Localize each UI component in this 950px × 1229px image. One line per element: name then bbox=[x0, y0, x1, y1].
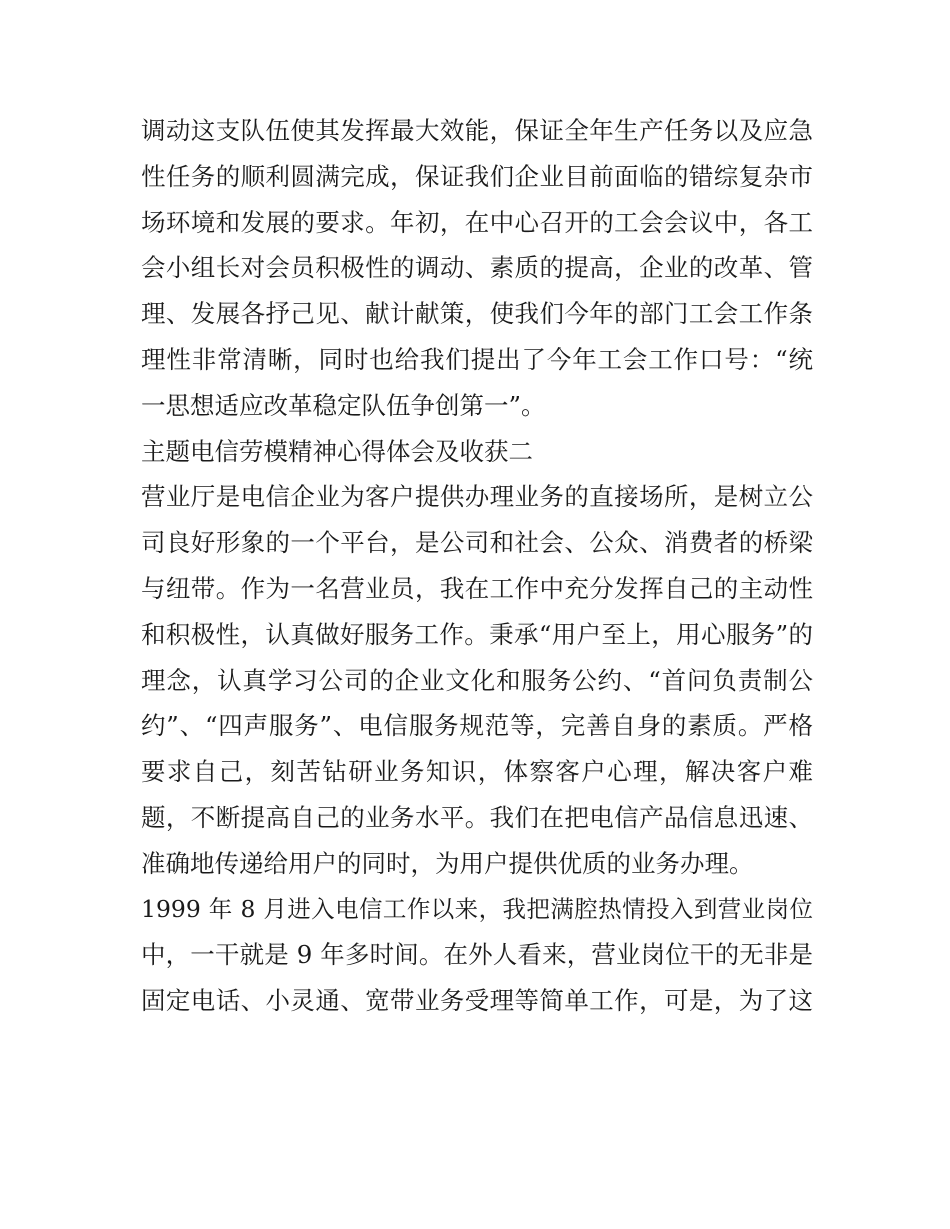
text-line: 场环境和发展的要求。年初，在中心召开的工会会议中，各工 bbox=[141, 207, 813, 237]
text-line: 约”、“四声服务”、电信服务规范等，完善自身的素质。严格 bbox=[141, 711, 813, 741]
section-heading: 主题电信劳模精神心得体会及收获二 bbox=[141, 436, 533, 466]
text-line: 理念，认真学习公司的企业文化和服务公约、“首问负责制公 bbox=[141, 665, 813, 695]
text-line: 准确地传递给用户的同时，为用户提供优质的业务办理。 bbox=[141, 848, 754, 878]
text-line: 调动这支队伍使其发挥最大效能，保证全年生产任务以及应急 bbox=[141, 116, 813, 145]
text-line: 一思想适应改革稳定队伍争创第一”。 bbox=[141, 390, 546, 420]
text-line: 中，一干就是 9 年多时间。在外人看来，营业岗位干的无非是 bbox=[141, 940, 813, 970]
text-line: 1999 年 8 月进入电信工作以来，我把满腔热情投入到营业岗位 bbox=[141, 894, 813, 923]
text-line: 和积极性，认真做好服务工作。秉承“用户至上，用心服务”的 bbox=[141, 619, 813, 649]
text-line: 与纽带。作为一名营业员，我在工作中充分发挥自己的主动性 bbox=[141, 573, 813, 603]
text-line: 理、发展各抒己见、献计献策，使我们今年的部门工会工作条 bbox=[141, 299, 813, 329]
document-body bbox=[141, 108, 813, 1024]
text-line: 会小组长对会员积极性的调动、素质的提高，企业的改革、管 bbox=[141, 253, 813, 283]
text-line: 性任务的顺利圆满完成，保证我们企业目前面临的错综复杂市 bbox=[141, 161, 813, 191]
text-line: 理性非常清晰，同时也给我们提出了今年工会工作口号：“统 bbox=[141, 344, 813, 374]
text-line: 司良好形象的一个平台，是公司和社会、公众、消费者的桥梁 bbox=[141, 528, 813, 558]
text-line: 营业厅是电信企业为客户提供办理业务的直接场所，是树立公 bbox=[141, 482, 813, 512]
text-line: 固定电话、小灵通、宽带业务受理等简单工作，可是，为了这 bbox=[141, 986, 813, 1016]
text-line: 题，不断提高自己的业务水平。我们在把电信产品信息迅速、 bbox=[141, 802, 813, 832]
text-line: 要求自己，刻苦钻研业务知识，体察客户心理，解决客户难 bbox=[141, 757, 813, 787]
